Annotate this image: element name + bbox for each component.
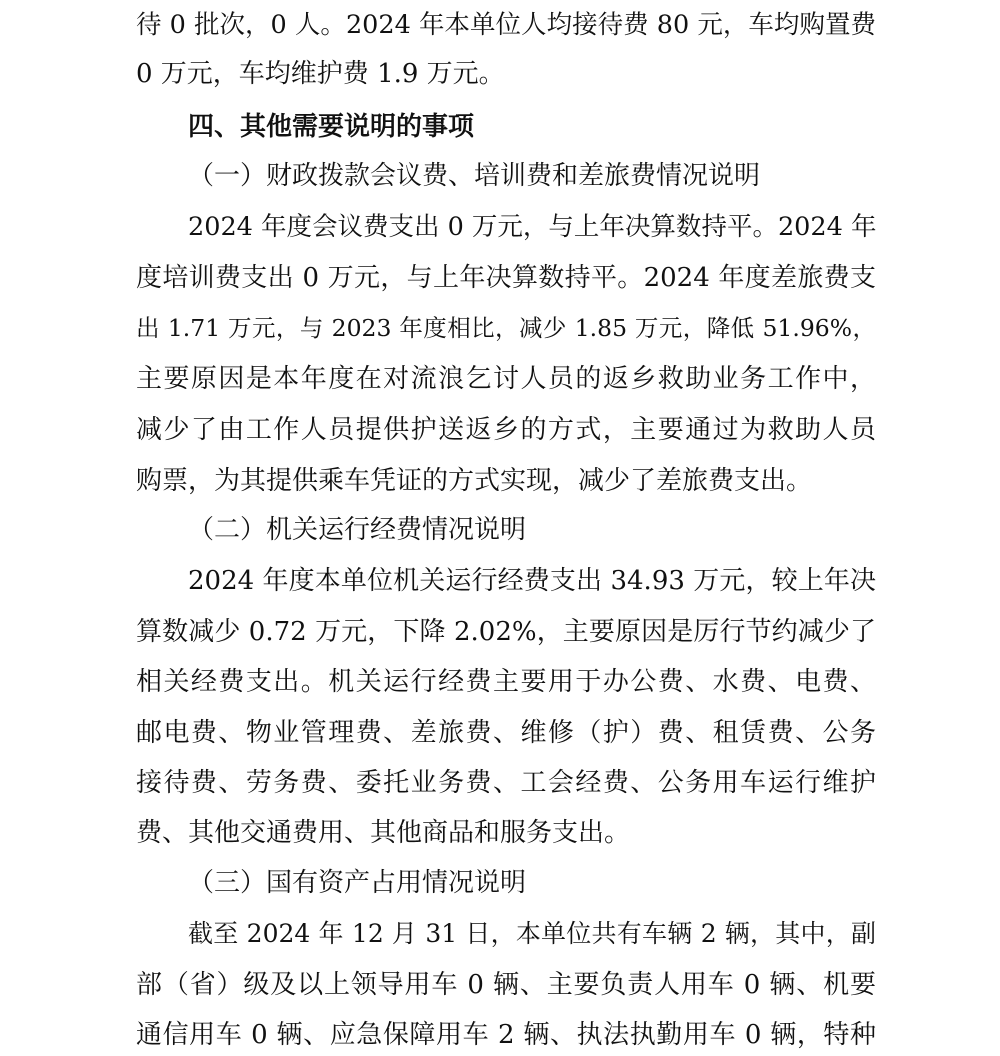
subsection-heading: （三）国有资产占用情况说明 xyxy=(188,868,527,898)
paragraph-line: 主要原因是本年度在对流浪乞讨人员的返乡救助业务工作中， xyxy=(136,364,876,394)
paragraph-line: 邮电费、物业管理费、差旅费、维修（护）费、租赁费、公务 xyxy=(136,718,876,748)
paragraph-line: 出 1.71 万元，与 2023 年度相比，减少 1.85 万元，降低 51.96%， xyxy=(136,314,876,342)
paragraph-line: 相关经费支出。机关运行经费主要用于办公费、水费、电费、 xyxy=(136,667,876,697)
paragraph-line: 费、其他交通费用、其他商品和服务支出。 xyxy=(136,818,631,848)
paragraph-line: 通信用车 0 辆、应急保障用车 2 辆、执法执勤用车 0 辆，特种 xyxy=(136,1020,876,1050)
paragraph-line: 算数减少 0.72 万元，下降 2.02%，主要原因是厉行节约减少了 xyxy=(136,617,876,647)
paragraph-line: 度培训费支出 0 万元，与上年决算数持平。2024 年度差旅费支 xyxy=(136,263,876,293)
paragraph-line: 待 0 批次，0 人。2024 年本单位人均接待费 80 元，车均购置费 xyxy=(136,10,876,40)
paragraph-line: 2024 年度本单位机关运行经费支出 34.93 万元，较上年决 xyxy=(188,566,876,596)
subsection-heading: （二）机关运行经费情况说明 xyxy=(188,515,527,545)
paragraph-line: 0 万元，车均维护费 1.9 万元。 xyxy=(136,59,505,89)
paragraph-line: 2024 年度会议费支出 0 万元，与上年决算数持平。2024 年 xyxy=(188,212,877,242)
paragraph-line: 接待费、劳务费、委托业务费、工会经费、公务用车运行维护 xyxy=(136,768,876,798)
paragraph-line: 购票，为其提供乘车凭证的方式实现，减少了差旅费支出。 xyxy=(136,466,813,496)
paragraph-line: 部（省）级及以上领导用车 0 辆、主要负责人用车 0 辆、机要 xyxy=(136,970,876,1000)
paragraph-line: 减少了由工作人员提供护送返乡的方式，主要通过为救助人员 xyxy=(136,415,876,445)
paragraph-line: 截至 2024 年 12 月 31 日，本单位共有车辆 2 辆，其中，副 xyxy=(188,919,876,948)
section-heading: 四、其他需要说明的事项 xyxy=(188,112,475,142)
subsection-heading: （一）财政拨款会议费、培训费和差旅费情况说明 xyxy=(188,161,761,191)
